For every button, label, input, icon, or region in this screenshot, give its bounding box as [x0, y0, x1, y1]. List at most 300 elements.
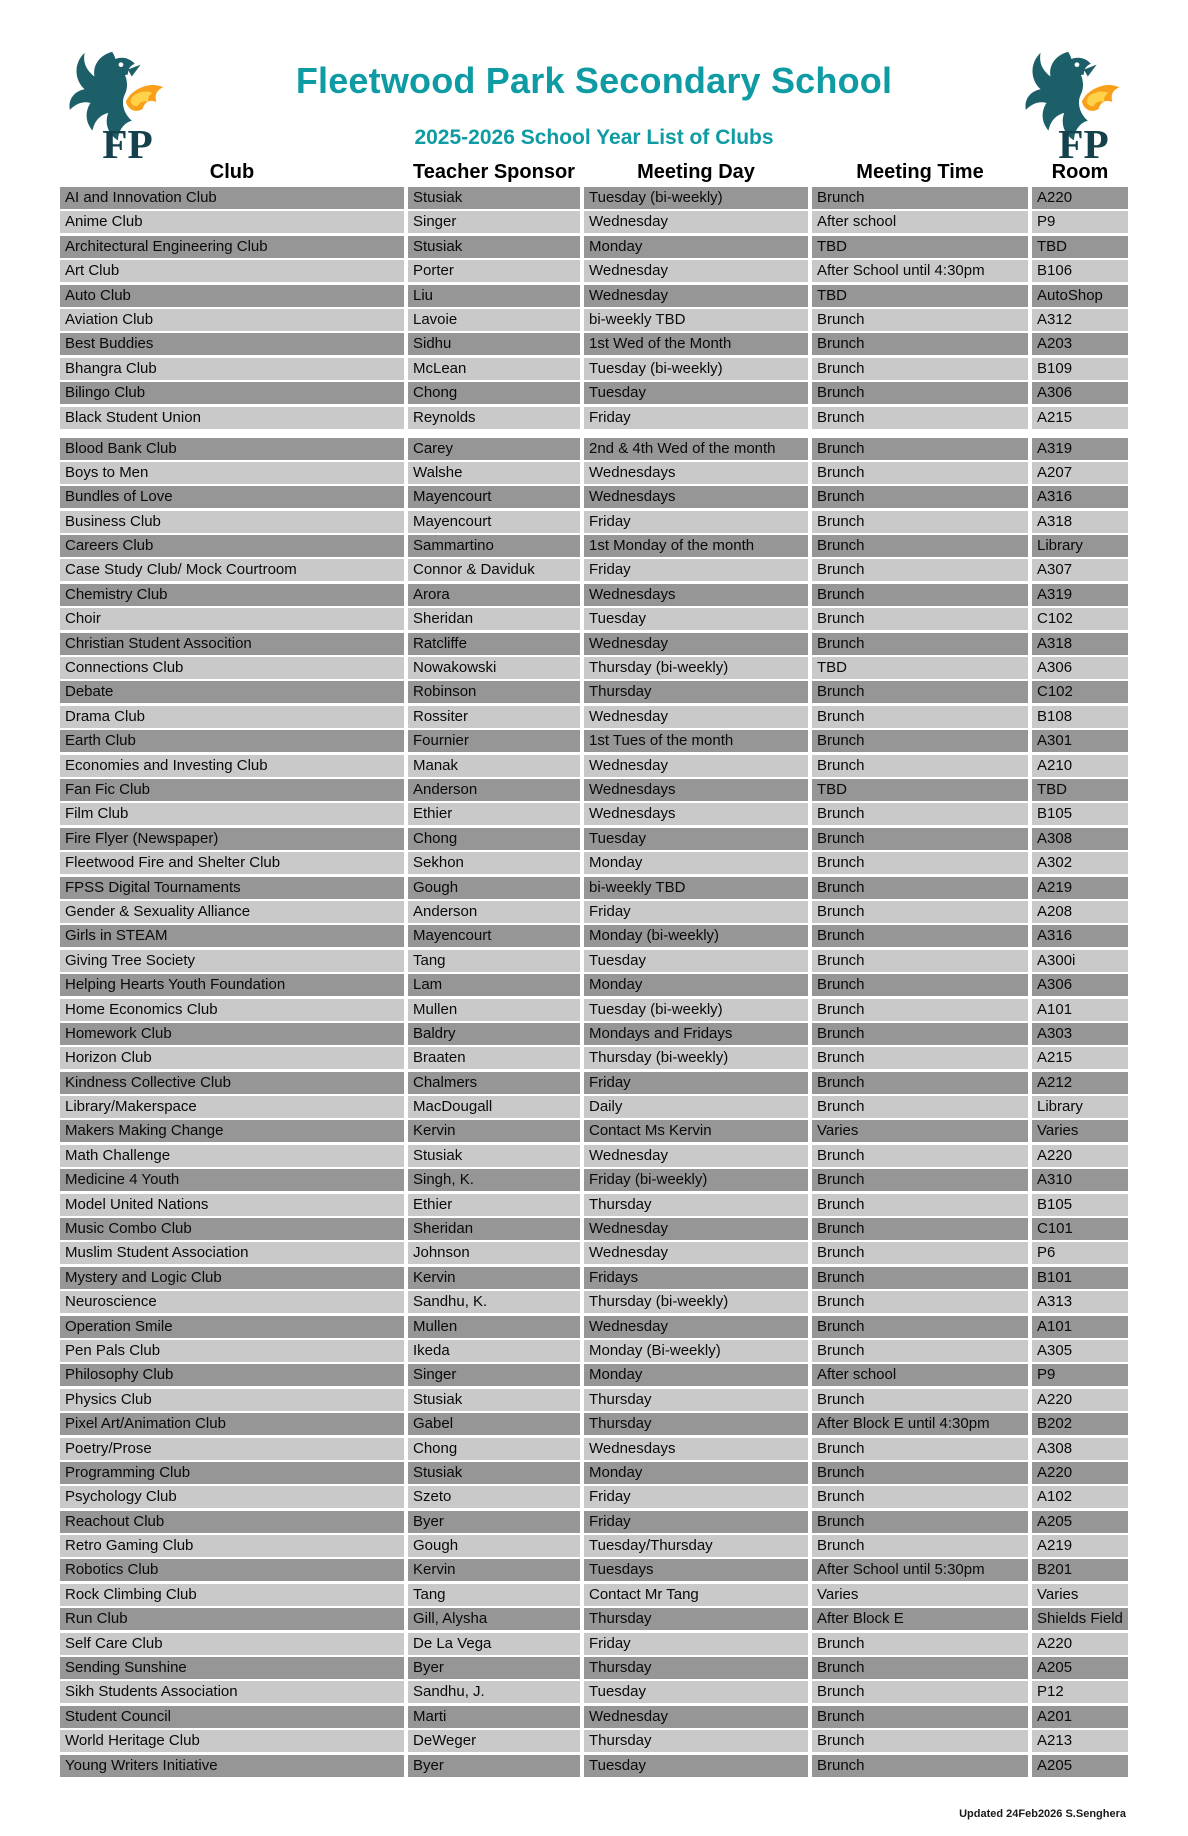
day-cell: Tuesday: [584, 382, 808, 404]
room-cell: P6: [1032, 1242, 1128, 1264]
table-header-row: [60, 160, 1128, 184]
time-cell: Brunch: [812, 1047, 1028, 1069]
club-cell: Mystery and Logic Club: [60, 1267, 404, 1289]
day-cell: Monday: [584, 236, 808, 258]
room-cell: A219: [1032, 877, 1128, 899]
time-cell: Brunch: [812, 706, 1028, 728]
day-cell: Thursday: [584, 1413, 808, 1435]
table-row: [60, 779, 1128, 801]
room-cell: A205: [1032, 1511, 1128, 1533]
day-cell: Friday: [584, 559, 808, 581]
day-cell: Wednesday: [584, 1316, 808, 1338]
room-cell: A208: [1032, 901, 1128, 923]
table-row: [60, 1535, 1128, 1557]
time-cell: Brunch: [812, 681, 1028, 703]
sponsor-cell: Byer: [408, 1657, 580, 1679]
sponsor-cell: Tang: [408, 950, 580, 972]
sponsor-cell: Manak: [408, 755, 580, 777]
time-cell: Brunch: [812, 633, 1028, 655]
sponsor-cell: Mayencourt: [408, 486, 580, 508]
day-cell: Tuesday/Thursday: [584, 1535, 808, 1557]
sponsor-cell: Sidhu: [408, 333, 580, 355]
column-header-sponsor: Teacher Sponsor: [413, 161, 575, 183]
table-row: [60, 1145, 1128, 1167]
table-row: [60, 584, 1128, 606]
day-cell: Mondays and Fridays: [584, 1023, 808, 1045]
room-cell: A303: [1032, 1023, 1128, 1045]
day-cell: Wednesdays: [584, 1438, 808, 1460]
room-cell: A102: [1032, 1486, 1128, 1508]
table-row: [60, 187, 1128, 209]
club-cell: Student Council: [60, 1706, 404, 1728]
time-cell: Brunch: [812, 1657, 1028, 1679]
day-cell: Tuesday: [584, 608, 808, 630]
room-cell: B106: [1032, 260, 1128, 282]
room-cell: A316: [1032, 925, 1128, 947]
club-cell: Muslim Student Association: [60, 1242, 404, 1264]
sponsor-cell: Ikeda: [408, 1340, 580, 1362]
table-row: [60, 211, 1128, 233]
club-cell: Fleetwood Fire and Shelter Club: [60, 852, 404, 874]
room-cell: C102: [1032, 681, 1128, 703]
sponsor-cell: Stusiak: [408, 236, 580, 258]
time-cell: Brunch: [812, 1072, 1028, 1094]
table-row: [60, 1047, 1128, 1069]
table-row: [60, 1096, 1128, 1118]
time-cell: Brunch: [812, 1633, 1028, 1655]
table-row: [60, 462, 1128, 484]
table-row: [60, 407, 1128, 429]
sponsor-cell: Chalmers: [408, 1072, 580, 1094]
time-cell: Brunch: [812, 1023, 1028, 1045]
day-cell: Thursday: [584, 1194, 808, 1216]
day-cell: Monday: [584, 852, 808, 874]
time-cell: After school: [812, 1364, 1028, 1386]
club-cell: Connections Club: [60, 657, 404, 679]
room-cell: Library: [1032, 1096, 1128, 1118]
room-cell: A305: [1032, 1340, 1128, 1362]
sponsor-cell: Connor & Daviduk: [408, 559, 580, 581]
room-cell: A302: [1032, 852, 1128, 874]
room-cell: A219: [1032, 1535, 1128, 1557]
table-row: [60, 608, 1128, 630]
day-cell: Friday (bi-weekly): [584, 1169, 808, 1191]
club-cell: Christian Student Assocition: [60, 633, 404, 655]
room-cell: B105: [1032, 1194, 1128, 1216]
table-row: [60, 681, 1128, 703]
club-cell: Chemistry Club: [60, 584, 404, 606]
room-cell: C102: [1032, 608, 1128, 630]
sponsor-cell: Nowakowski: [408, 657, 580, 679]
table-row: [60, 974, 1128, 996]
time-cell: Brunch: [812, 1535, 1028, 1557]
room-cell: P12: [1032, 1681, 1128, 1703]
time-cell: TBD: [812, 236, 1028, 258]
club-cell: Kindness Collective Club: [60, 1072, 404, 1094]
day-cell: Tuesday: [584, 1755, 808, 1777]
time-cell: Brunch: [812, 950, 1028, 972]
room-cell: A312: [1032, 309, 1128, 331]
room-cell: A207: [1032, 462, 1128, 484]
room-cell: TBD: [1032, 236, 1128, 258]
day-cell: Wednesdays: [584, 462, 808, 484]
time-cell: Brunch: [812, 974, 1028, 996]
table-row: [60, 236, 1128, 258]
time-cell: After Block E until 4:30pm: [812, 1413, 1028, 1435]
column-header-time: Meeting Time: [856, 161, 984, 183]
time-cell: Brunch: [812, 828, 1028, 850]
day-cell: Friday: [584, 901, 808, 923]
time-cell: TBD: [812, 779, 1028, 801]
time-cell: Brunch: [812, 1755, 1028, 1777]
club-cell: Math Challenge: [60, 1145, 404, 1167]
table-row: [60, 309, 1128, 331]
table-row: [60, 1681, 1128, 1703]
table-row: [60, 828, 1128, 850]
day-cell: Monday (Bi-weekly): [584, 1340, 808, 1362]
table-row: [60, 438, 1128, 460]
club-cell: Sending Sunshine: [60, 1657, 404, 1679]
time-cell: Brunch: [812, 1291, 1028, 1313]
room-cell: A300i: [1032, 950, 1128, 972]
room-cell: A308: [1032, 1438, 1128, 1460]
day-cell: 1st Wed of the Month: [584, 333, 808, 355]
club-cell: World Heritage Club: [60, 1730, 404, 1752]
day-cell: Wednesday: [584, 1218, 808, 1240]
club-cell: Debate: [60, 681, 404, 703]
time-cell: Brunch: [812, 511, 1028, 533]
sponsor-cell: McLean: [408, 358, 580, 380]
dragon-logo-left: [54, 46, 186, 164]
sponsor-cell: Liu: [408, 285, 580, 307]
room-cell: C101: [1032, 1218, 1128, 1240]
sponsor-cell: Reynolds: [408, 407, 580, 429]
sponsor-cell: Johnson: [408, 1242, 580, 1264]
table-row: [60, 1242, 1128, 1264]
room-cell: A301: [1032, 730, 1128, 752]
day-cell: Tuesday (bi-weekly): [584, 999, 808, 1021]
time-cell: Brunch: [812, 901, 1028, 923]
club-cell: Sikh Students Association: [60, 1681, 404, 1703]
time-cell: Brunch: [812, 1340, 1028, 1362]
room-cell: A213: [1032, 1730, 1128, 1752]
table-row: [60, 730, 1128, 752]
club-cell: Helping Hearts Youth Foundation: [60, 974, 404, 996]
room-cell: B202: [1032, 1413, 1128, 1435]
club-cell: Auto Club: [60, 285, 404, 307]
day-cell: Thursday (bi-weekly): [584, 1291, 808, 1313]
time-cell: Brunch: [812, 1316, 1028, 1338]
day-cell: Wednesday: [584, 285, 808, 307]
table-row: [60, 1364, 1128, 1386]
sponsor-cell: Fournier: [408, 730, 580, 752]
time-cell: Brunch: [812, 584, 1028, 606]
club-cell: Bhangra Club: [60, 358, 404, 380]
time-cell: Brunch: [812, 1218, 1028, 1240]
day-cell: Wednesday: [584, 260, 808, 282]
day-cell: Tuesday: [584, 828, 808, 850]
sponsor-cell: Singer: [408, 211, 580, 233]
club-cell: AI and Innovation Club: [60, 187, 404, 209]
table-row: [60, 755, 1128, 777]
sponsor-cell: Baldry: [408, 1023, 580, 1045]
club-cell: Makers Making Change: [60, 1120, 404, 1142]
day-cell: Monday: [584, 1462, 808, 1484]
table-row: [60, 657, 1128, 679]
room-cell: A220: [1032, 187, 1128, 209]
day-cell: Friday: [584, 1486, 808, 1508]
day-cell: 2nd & 4th Wed of the month: [584, 438, 808, 460]
time-cell: Brunch: [812, 1730, 1028, 1752]
room-cell: A306: [1032, 974, 1128, 996]
room-cell: P9: [1032, 1364, 1128, 1386]
day-cell: Contact Ms Kervin: [584, 1120, 808, 1142]
sponsor-cell: Szeto: [408, 1486, 580, 1508]
day-cell: 1st Monday of the month: [584, 535, 808, 557]
day-cell: Wednesdays: [584, 803, 808, 825]
day-cell: Thursday: [584, 1730, 808, 1752]
time-cell: Brunch: [812, 1194, 1028, 1216]
sponsor-cell: Mullen: [408, 1316, 580, 1338]
sponsor-cell: Gabel: [408, 1413, 580, 1435]
table-row: [60, 1169, 1128, 1191]
sponsor-cell: Kervin: [408, 1267, 580, 1289]
club-cell: Operation Smile: [60, 1316, 404, 1338]
sponsor-cell: Chong: [408, 1438, 580, 1460]
sponsor-cell: Braaten: [408, 1047, 580, 1069]
sponsor-cell: Ethier: [408, 803, 580, 825]
sponsor-cell: Tang: [408, 1584, 580, 1606]
club-cell: Programming Club: [60, 1462, 404, 1484]
table-row: [60, 260, 1128, 282]
table-row: [60, 852, 1128, 874]
room-cell: A220: [1032, 1145, 1128, 1167]
dragon-logo-right: [1010, 46, 1142, 164]
club-cell: Best Buddies: [60, 333, 404, 355]
club-table-body: [60, 187, 1128, 1777]
day-cell: Friday: [584, 1072, 808, 1094]
table-row: [60, 1462, 1128, 1484]
room-cell: A306: [1032, 382, 1128, 404]
time-cell: Brunch: [812, 1706, 1028, 1728]
room-cell: A308: [1032, 828, 1128, 850]
time-cell: TBD: [812, 657, 1028, 679]
room-cell: A203: [1032, 333, 1128, 355]
sponsor-cell: Gill, Alysha: [408, 1608, 580, 1630]
day-cell: Wednesday: [584, 633, 808, 655]
room-cell: A307: [1032, 559, 1128, 581]
sponsor-cell: Rossiter: [408, 706, 580, 728]
sponsor-cell: Sekhon: [408, 852, 580, 874]
table-row: [60, 1413, 1128, 1435]
club-cell: Neuroscience: [60, 1291, 404, 1313]
sponsor-cell: MacDougall: [408, 1096, 580, 1118]
room-cell: A210: [1032, 755, 1128, 777]
day-cell: Monday: [584, 1364, 808, 1386]
table-row: [60, 1584, 1128, 1606]
club-cell: Aviation Club: [60, 309, 404, 331]
room-cell: Shields Field: [1032, 1608, 1128, 1630]
time-cell: Brunch: [812, 877, 1028, 899]
column-header-room: Room: [1051, 161, 1109, 183]
day-cell: Monday: [584, 974, 808, 996]
sponsor-cell: Arora: [408, 584, 580, 606]
club-cell: Robotics Club: [60, 1559, 404, 1581]
time-cell: Brunch: [812, 1145, 1028, 1167]
room-cell: A319: [1032, 584, 1128, 606]
day-cell: Tuesday (bi-weekly): [584, 187, 808, 209]
page-title: Fleetwood Park Secondary School: [295, 60, 893, 101]
room-cell: A220: [1032, 1633, 1128, 1655]
room-cell: A220: [1032, 1462, 1128, 1484]
club-cell: Giving Tree Society: [60, 950, 404, 972]
sponsor-cell: Stusiak: [408, 187, 580, 209]
time-cell: Brunch: [812, 730, 1028, 752]
sponsor-cell: Kervin: [408, 1559, 580, 1581]
room-cell: A220: [1032, 1389, 1128, 1411]
time-cell: Brunch: [812, 358, 1028, 380]
room-cell: A306: [1032, 657, 1128, 679]
club-cell: Music Combo Club: [60, 1218, 404, 1240]
sponsor-cell: Sandhu, K.: [408, 1291, 580, 1313]
time-cell: Brunch: [812, 1096, 1028, 1118]
time-cell: Brunch: [812, 852, 1028, 874]
sponsor-cell: Stusiak: [408, 1462, 580, 1484]
club-cell: Boys to Men: [60, 462, 404, 484]
club-cell: Fan Fic Club: [60, 779, 404, 801]
club-cell: Horizon Club: [60, 1047, 404, 1069]
table-row: [60, 535, 1128, 557]
day-cell: Friday: [584, 407, 808, 429]
time-cell: Brunch: [812, 999, 1028, 1021]
day-cell: Wednesday: [584, 1706, 808, 1728]
day-cell: Thursday (bi-weekly): [584, 1047, 808, 1069]
sponsor-cell: Stusiak: [408, 1145, 580, 1167]
updated-note: Updated 24Feb2026 S.Senghera: [959, 1808, 1126, 1820]
time-cell: Brunch: [812, 486, 1028, 508]
club-cell: Girls in STEAM: [60, 925, 404, 947]
club-cell: Fire Flyer (Newspaper): [60, 828, 404, 850]
page-subtitle: 2025-2026 School Year List of Clubs: [414, 126, 774, 149]
sponsor-cell: Anderson: [408, 779, 580, 801]
table-row: [60, 285, 1128, 307]
sponsor-cell: Singer: [408, 1364, 580, 1386]
room-cell: A215: [1032, 1047, 1128, 1069]
sponsor-cell: Lam: [408, 974, 580, 996]
club-cell: Choir: [60, 608, 404, 630]
room-cell: P9: [1032, 211, 1128, 233]
table-row: [60, 950, 1128, 972]
table-row: [60, 999, 1128, 1021]
club-cell: Gender & Sexuality Alliance: [60, 901, 404, 923]
table-row: [60, 925, 1128, 947]
table-row: [60, 382, 1128, 404]
club-cell: Home Economics Club: [60, 999, 404, 1021]
club-cell: Poetry/Prose: [60, 1438, 404, 1460]
day-cell: bi-weekly TBD: [584, 877, 808, 899]
club-cell: Model United Nations: [60, 1194, 404, 1216]
sponsor-cell: Singh, K.: [408, 1169, 580, 1191]
club-cell: Drama Club: [60, 706, 404, 728]
table-row: [60, 1218, 1128, 1240]
club-cell: Film Club: [60, 803, 404, 825]
sponsor-cell: Sammartino: [408, 535, 580, 557]
club-cell: Psychology Club: [60, 1486, 404, 1508]
room-cell: Varies: [1032, 1584, 1128, 1606]
sponsor-cell: Ratcliffe: [408, 633, 580, 655]
sponsor-cell: Chong: [408, 828, 580, 850]
room-cell: A319: [1032, 438, 1128, 460]
table-row: [60, 1438, 1128, 1460]
club-cell: Blood Bank Club: [60, 438, 404, 460]
day-cell: Wednesday: [584, 755, 808, 777]
sponsor-cell: Carey: [408, 438, 580, 460]
day-cell: Daily: [584, 1096, 808, 1118]
sponsor-cell: Marti: [408, 1706, 580, 1728]
day-cell: Thursday (bi-weekly): [584, 657, 808, 679]
room-cell: A205: [1032, 1657, 1128, 1679]
time-cell: After School until 5:30pm: [812, 1559, 1028, 1581]
room-cell: B101: [1032, 1267, 1128, 1289]
club-cell: Bilingo Club: [60, 382, 404, 404]
day-cell: Wednesdays: [584, 584, 808, 606]
table-row: [60, 1486, 1128, 1508]
time-cell: Brunch: [812, 407, 1028, 429]
day-cell: Wednesdays: [584, 779, 808, 801]
room-cell: A215: [1032, 407, 1128, 429]
table-row: [60, 877, 1128, 899]
sponsor-cell: Sheridan: [408, 608, 580, 630]
table-row: [60, 559, 1128, 581]
table-row: [60, 1389, 1128, 1411]
day-cell: Wednesday: [584, 706, 808, 728]
room-cell: A313: [1032, 1291, 1128, 1313]
table-row: [60, 1633, 1128, 1655]
day-cell: Thursday: [584, 1389, 808, 1411]
club-cell: Art Club: [60, 260, 404, 282]
room-cell: TBD: [1032, 779, 1128, 801]
room-cell: A212: [1032, 1072, 1128, 1094]
day-cell: Contact Mr Tang: [584, 1584, 808, 1606]
day-cell: Tuesdays: [584, 1559, 808, 1581]
sponsor-cell: DeWeger: [408, 1730, 580, 1752]
room-cell: A318: [1032, 511, 1128, 533]
club-cell: FPSS Digital Tournaments: [60, 877, 404, 899]
club-cell: Medicine 4 Youth: [60, 1169, 404, 1191]
sponsor-cell: Lavoie: [408, 309, 580, 331]
table-row: [60, 358, 1128, 380]
sponsor-cell: Anderson: [408, 901, 580, 923]
day-cell: Friday: [584, 1633, 808, 1655]
table-row: [60, 1706, 1128, 1728]
day-cell: Thursday: [584, 681, 808, 703]
table-row: [60, 486, 1128, 508]
time-cell: Brunch: [812, 559, 1028, 581]
room-cell: A318: [1032, 633, 1128, 655]
logo-letters: FP: [1058, 121, 1109, 164]
day-cell: Tuesday: [584, 1681, 808, 1703]
club-cell: Bundles of Love: [60, 486, 404, 508]
table-row: [60, 1340, 1128, 1362]
room-cell: B108: [1032, 706, 1128, 728]
club-cell: Architectural Engineering Club: [60, 236, 404, 258]
time-cell: After school: [812, 211, 1028, 233]
club-cell: Homework Club: [60, 1023, 404, 1045]
club-cell: Retro Gaming Club: [60, 1535, 404, 1557]
day-cell: Fridays: [584, 1267, 808, 1289]
room-cell: A101: [1032, 999, 1128, 1021]
club-cell: Case Study Club/ Mock Courtroom: [60, 559, 404, 581]
